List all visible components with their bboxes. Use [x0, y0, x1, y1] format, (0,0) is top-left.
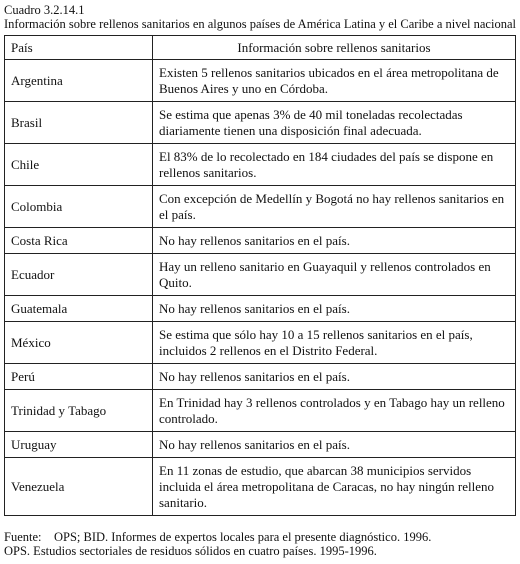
source-line-2: OPS. Estudios sectoriales de residuos sólidos en cuatro países. 1995-1996.	[4, 544, 377, 558]
info-cell: En Trinidad hay 3 rellenos controlados y en Tabago hay un relleno controlado.	[153, 390, 516, 432]
table-row	[5, 102, 516, 144]
country-cell: Guatemala	[5, 296, 153, 322]
table-row	[5, 432, 516, 458]
country-cell: Ecuador	[5, 254, 153, 296]
source-text-1: OPS; BID. Informes de expertos locales para el presente diagnóstico. 1996.	[54, 530, 432, 544]
table-row	[5, 186, 516, 228]
info-cell: No hay rellenos sanitarios en el país.	[153, 364, 516, 390]
country-cell: Costa Rica	[5, 228, 153, 254]
country-cell: México	[5, 322, 153, 364]
table-row	[5, 322, 516, 364]
header-country: País	[5, 36, 153, 60]
country-cell: Uruguay	[5, 432, 153, 458]
table-footer	[4, 530, 516, 558]
caption-number: Cuadro 3.2.14.1	[4, 3, 85, 17]
info-cell: No hay rellenos sanitarios en el país.	[153, 432, 516, 458]
header-info: Información sobre rellenos sanitarios	[153, 36, 516, 60]
info-cell: En 11 zonas de estudio, que abarcan 38 municipios servidos incluida el área metropolitana de Caracas, no hay ningún relleno sanitario.	[153, 458, 516, 516]
table-row	[5, 296, 516, 322]
source-label: Fuente:	[4, 530, 42, 544]
country-cell: Venezuela	[5, 458, 153, 516]
info-cell: No hay rellenos sanitarios en el país.	[153, 228, 516, 254]
country-cell: Perú	[5, 364, 153, 390]
info-cell: Se estima que apenas 3% de 40 mil toneladas recolectadas diariamente tienen una disposición final adecuada.	[153, 102, 516, 144]
info-cell: El 83% de lo recolectado en 184 ciudades del país se dispone en rellenos sanitarios.	[153, 144, 516, 186]
table-row	[5, 364, 516, 390]
country-cell: Colombia	[5, 186, 153, 228]
table-row	[5, 144, 516, 186]
source-line-1	[4, 530, 516, 544]
table-row	[5, 60, 516, 102]
table-row	[5, 228, 516, 254]
info-cell: Hay un relleno sanitario en Guayaquil y rellenos controlados en Quito.	[153, 254, 516, 296]
landfill-info-table	[4, 35, 516, 516]
table-caption	[4, 3, 516, 31]
info-cell: No hay rellenos sanitarios en el país.	[153, 296, 516, 322]
country-cell: Trinidad y Tabago	[5, 390, 153, 432]
table-header-row	[5, 36, 516, 60]
table-row	[5, 458, 516, 516]
table-row	[5, 254, 516, 296]
country-cell: Argentina	[5, 60, 153, 102]
caption-title: Información sobre rellenos sanitarios en algunos países de América Latina y el Caribe a nivel nacional	[4, 17, 516, 31]
info-cell: Existen 5 rellenos sanitarios ubicados en el área metropolitana de Buenos Aires y uno en Córdoba.	[153, 60, 516, 102]
info-cell: Se estima que sólo hay 10 a 15 rellenos sanitarios en el país, incluidos 2 rellenos en el Distrito Federal.	[153, 322, 516, 364]
country-cell: Chile	[5, 144, 153, 186]
country-cell: Brasil	[5, 102, 153, 144]
table-row	[5, 390, 516, 432]
info-cell: Con excepción de Medellín y Bogotá no hay rellenos sanitarios en el país.	[153, 186, 516, 228]
